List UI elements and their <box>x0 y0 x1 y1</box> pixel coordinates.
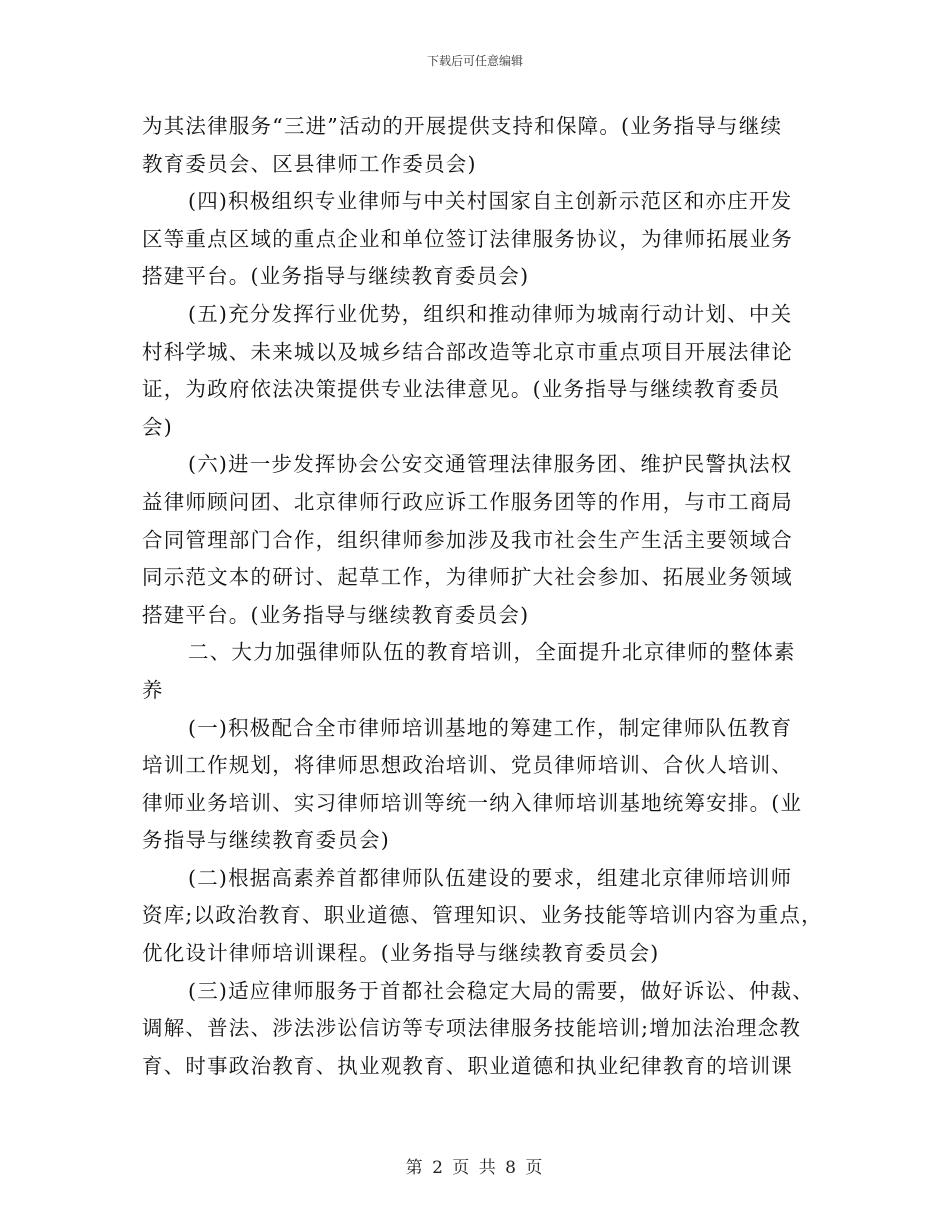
document-body <box>142 108 823 1085</box>
paragraph-line: (六)进一步发挥协会公安交通管理法律服务团、维护民警执法权 <box>188 452 793 477</box>
paragraph-line: 证，为政府依法决策提供专业法律意见。(业务指导与继续教育委员 <box>142 377 781 402</box>
paragraph-line: (三)适应律师服务于首都社会稳定大局的需要，做好诉讼、仲裁、 <box>188 978 814 1003</box>
paragraph-line: 律师业务培训、实习律师培训等统一纳入律师培训基地统筹安排。(业 <box>142 790 803 815</box>
paragraph <box>142 296 807 446</box>
paragraph-line: 会) <box>142 414 173 439</box>
paragraph <box>142 183 807 296</box>
paragraph-line: (四)积极组织专业律师与中关村国家自主创新示范区和亦庄开发 <box>188 189 793 214</box>
paragraph-line: (五)充分发挥行业优势，组织和推动律师为城南行动计划、中关 <box>188 301 793 326</box>
paragraph-line: (一)积极配合全市律师培训基地的筹建工作，制定律师队伍教育 <box>188 715 793 740</box>
paragraph-line: 搭建平台。(业务指导与继续教育委员会) <box>142 602 530 627</box>
paragraph-line: 区等重点区域的重点企业和单位签订法律服务协议，为律师拓展业务 <box>142 226 793 251</box>
paragraph-line: 资库;以政治教育、职业道德、管理知识、业务技能等培训内容为重点， <box>142 903 823 928</box>
paragraph-line: 调解、普法、涉法涉讼信访等专项法律服务技能培训;增加法治理念教 <box>142 1016 802 1041</box>
paragraph-line: 育、时事政治教育、执业观教育、职业道德和执业纪律教育的培训课 <box>142 1053 793 1078</box>
paragraph <box>142 860 823 973</box>
paragraph <box>142 446 807 634</box>
paragraph <box>142 634 807 709</box>
paragraph-line: 养 <box>142 677 164 702</box>
paragraph-line: 务指导与继续教育委员会) <box>142 828 390 853</box>
paragraph-line: 合同管理部门合作，组织律师参加涉及我市社会生产生活主要领域合 <box>142 527 793 552</box>
paragraph-line: 为其法律服务“三进”活动的开展提供支持和保障。(业务指导与继续 <box>142 114 783 138</box>
paragraph <box>142 710 807 860</box>
paragraph-line: 二、大力加强律师队伍的教育培训，全面提升北京律师的整体素 <box>188 640 796 665</box>
paragraph <box>142 108 807 183</box>
paragraph-line: 同示范文本的研讨、起草工作，为律师扩大社会参加、拓展业务领域 <box>142 565 793 590</box>
paragraph-line: 益律师顾问团、北京律师行政应诉工作服务团等的作用，与市工商局 <box>142 489 793 514</box>
paragraph <box>142 973 814 1086</box>
paragraph-line: 搭建平台。(业务指导与继续教育委员会) <box>142 264 530 289</box>
paragraph-line: 村科学城、未来城以及城乡结合部改造等北京市重点项目开展法律论 <box>142 339 793 364</box>
page-header: 下载后可任意编辑 <box>426 54 523 68</box>
paragraph-line: 教育委员会、区县律师工作委员会) <box>142 151 477 176</box>
paragraph-line: 培训工作规划，将律师思想政治培训、党员律师培训、合伙人培训、 <box>142 753 793 778</box>
paragraph-line: 优化设计律师培训课程。(业务指导与继续教育委员会) <box>142 941 660 966</box>
page-number-footer: 第 2 页 共 8 页 <box>405 1158 545 1178</box>
paragraph-line: (二)根据高素养首都律师队伍建设的要求，组建北京律师培训师 <box>188 865 793 890</box>
